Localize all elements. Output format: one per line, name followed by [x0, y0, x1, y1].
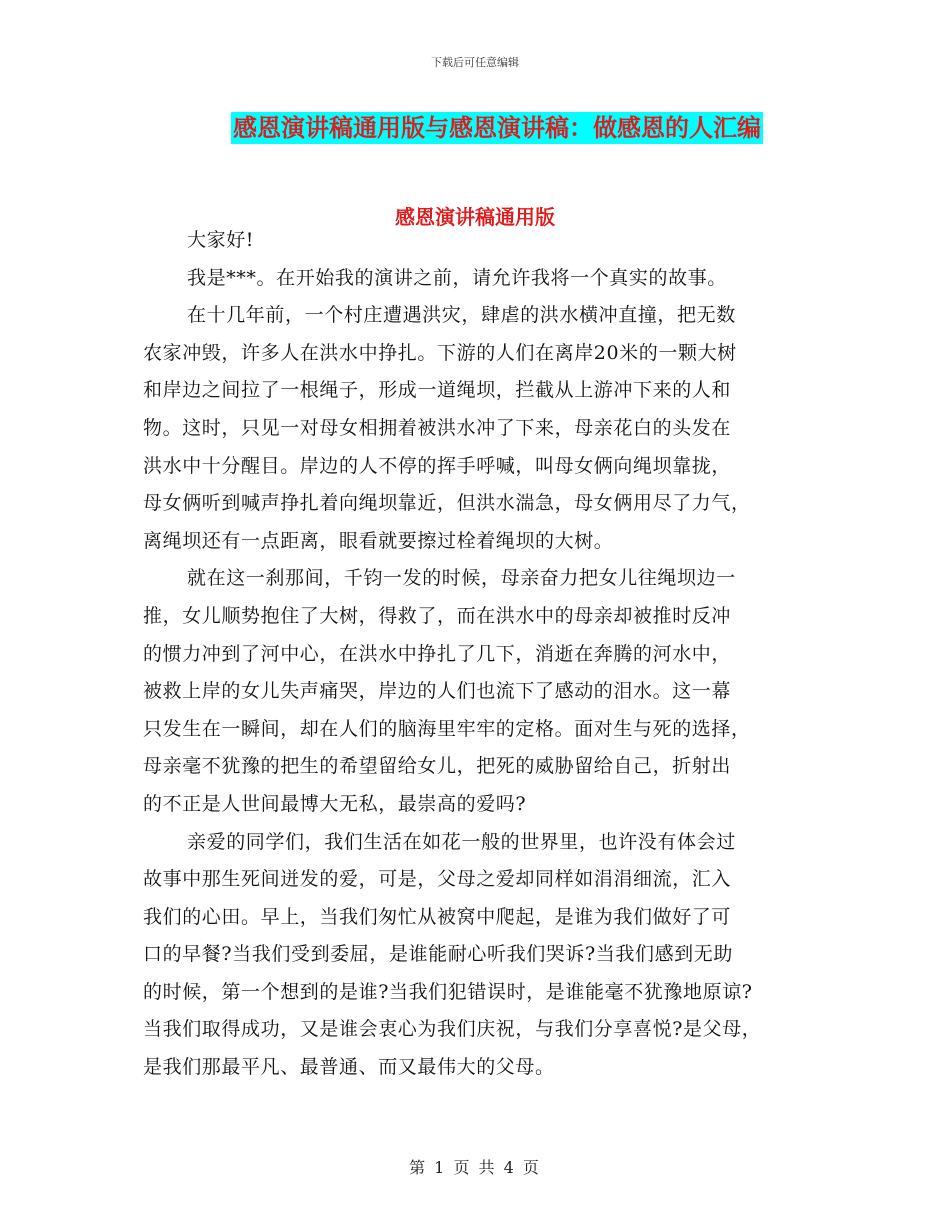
section-title: 感恩演讲稿通用版 — [395, 205, 555, 229]
body-line: 大家好! — [187, 229, 255, 251]
body-line: 就在这一刹那间，千钧一发的时候，母亲奋力把女儿往绳坝边一 — [187, 567, 736, 590]
body-line: 被救上岸的女儿失声痛哭，岸边的人们也流下了感动的泪水。这一幕 — [143, 680, 732, 703]
body-line: 在十几年前，一个村庄遭遇洪灾，肆虐的洪水横冲直撞，把无数 — [187, 304, 736, 327]
body-line: 的时候，第一个想到的是谁?当我们犯错误时，是谁能毫不犹豫地原谅? — [143, 980, 753, 1003]
main-title-container — [0, 112, 950, 144]
body-line: 农家冲毁，许多人在洪水中挣扎。下游的人们在离岸20米的一颗大树 — [143, 341, 737, 364]
document-body — [143, 222, 805, 1087]
body-line: 的不正是人世间最博大无私，最崇高的爱吗? — [143, 792, 527, 815]
body-line: 母女俩听到喊声挣扎着向绳坝靠近，但洪水湍急，母女俩用尽了力气， — [143, 492, 751, 515]
body-line: 只发生在一瞬间，却在人们的脑海里牢牢的定格。面对生与死的选择， — [143, 717, 751, 740]
page-header: 下载后可任意编辑 — [431, 56, 519, 69]
body-line: 我们的心田。早上，当我们匆忙从被窝中爬起，是谁为我们做好了可 — [143, 905, 732, 928]
body-line: 我是***。在开始我的演讲之前，请允许我将一个真实的故事。 — [187, 266, 727, 289]
body-line: 和岸边之间拉了一根绳子，形成一道绳坝，拦截从上游冲下来的人和 — [143, 379, 732, 402]
body-line: 亲爱的同学们，我们生活在如花一般的世界里，也许没有体会过 — [187, 830, 736, 853]
body-line: 当我们取得成功，又是谁会衷心为我们庆祝，与我们分享喜悦?是父母， — [143, 1018, 762, 1041]
body-line: 洪水中十分醒目。岸边的人不停的挥手呼喊，叫母女俩向绳坝靠拢， — [143, 454, 732, 477]
body-line: 口的早餐?当我们受到委屈，是谁能耐心听我们哭诉?当我们感到无助 — [143, 943, 733, 966]
body-line: 母亲毫不犹豫的把生的希望留给女儿，把死的威胁留给自己，折射出 — [143, 755, 732, 778]
document-title: 感恩演讲稿通用版与感恩演讲稿：做感恩的人汇编 — [233, 114, 761, 142]
body-line: 的惯力冲到了河中心，在洪水中挣扎了几下，消逝在奔腾的河水中， — [143, 642, 732, 665]
body-line: 是我们那最平凡、最普通、而又最伟大的父母。 — [143, 1056, 555, 1079]
page-number: 第 1 页 共 4 页 — [409, 1158, 541, 1177]
body-line: 物。这时，只见一对母女相拥着被洪水冲了下来，母亲花白的头发在 — [143, 416, 732, 439]
body-line: 故事中那生死间迸发的爱，可是，父母之爱却同样如涓涓细流，汇入 — [143, 868, 732, 891]
body-line: 离绳坝还有一点距离，眼看就要擦过栓着绳坝的大树。 — [143, 529, 614, 552]
body-line: 推，女儿顺势抱住了大树，得救了，而在洪水中的母亲却被推时反冲 — [143, 604, 732, 627]
